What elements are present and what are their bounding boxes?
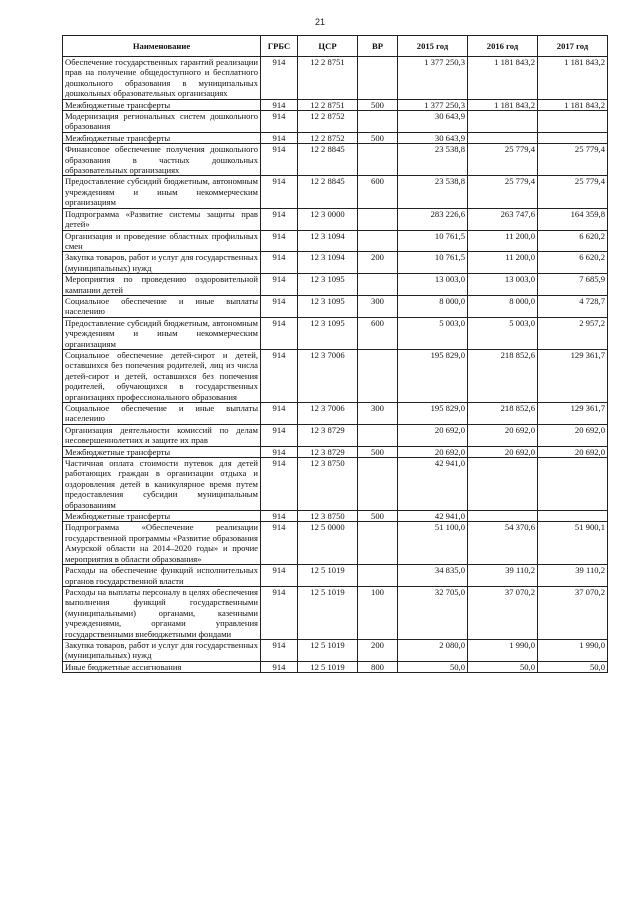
row-csr: 12 3 1095: [298, 295, 358, 317]
row-amount-2017: 25 779,4: [538, 176, 608, 208]
row-amount-2016: 1 181 843,2: [468, 57, 538, 100]
row-name: Предоставление субсидий бюджетным, автономным учреждениям и иным некоммерческим организациям: [63, 317, 261, 349]
row-amount-2016: 1 990,0: [468, 639, 538, 661]
row-grbs: 914: [261, 661, 298, 672]
row-grbs: 914: [261, 176, 298, 208]
row-name: Предоставление субсидий бюджетным, автономным учреждениям и иным некоммерческим организациям: [63, 176, 261, 208]
row-amount-2017: 39 110,2: [538, 565, 608, 587]
row-amount-2015: 42 941,0: [398, 458, 468, 511]
table-row: [63, 111, 608, 133]
row-amount-2016: 218 852,6: [468, 349, 538, 402]
row-amount-2017: 20 692,0: [538, 424, 608, 446]
row-name: Модернизация региональных систем дошкольного образования: [63, 111, 261, 133]
row-amount-2017: 1 990,0: [538, 639, 608, 661]
row-grbs: 914: [261, 317, 298, 349]
row-amount-2016: 39 110,2: [468, 565, 538, 587]
row-amount-2017: 4 728,7: [538, 295, 608, 317]
row-csr: 12 2 8845: [298, 144, 358, 176]
row-csr: 12 2 8752: [298, 111, 358, 133]
row-amount-2015: 195 829,0: [398, 403, 468, 425]
row-name: Частичная оплата стоимости путевок для детей работающих граждан в организации отдыха и оздоровления детей в каникулярное время путем предоставления субсидии муниципальным образованиям: [63, 458, 261, 511]
table-row: [63, 424, 608, 446]
row-csr: 12 3 0000: [298, 208, 358, 230]
header-csr: ЦСР: [298, 36, 358, 57]
table-row: [63, 57, 608, 100]
row-amount-2015: 10 761,5: [398, 230, 468, 252]
table-row: [63, 349, 608, 402]
row-vr: 200: [358, 252, 398, 274]
row-amount-2016: [468, 132, 538, 143]
row-csr: 12 3 7006: [298, 403, 358, 425]
row-amount-2017: 37 070,2: [538, 586, 608, 639]
table-row: [63, 565, 608, 587]
row-grbs: 914: [261, 57, 298, 100]
row-name: Подпрограмма «Обеспечение реализации государственной программы «Развитие образования Амурской области на 2014–2020 годы» и прочие мероприятия в области образования»: [63, 522, 261, 565]
row-grbs: 914: [261, 111, 298, 133]
row-amount-2015: 13 003,0: [398, 274, 468, 296]
row-amount-2017: [538, 458, 608, 511]
row-csr: 12 3 8750: [298, 458, 358, 511]
row-amount-2016: [468, 511, 538, 522]
table-row: [63, 403, 608, 425]
row-grbs: 914: [261, 349, 298, 402]
row-grbs: 914: [261, 424, 298, 446]
row-name: Межбюджетные трансферты: [63, 99, 261, 110]
row-grbs: 914: [261, 132, 298, 143]
row-amount-2015: 20 692,0: [398, 424, 468, 446]
row-amount-2016: 1 181 843,2: [468, 99, 538, 110]
row-vr: [358, 144, 398, 176]
table-row: [63, 176, 608, 208]
row-amount-2016: 263 747,6: [468, 208, 538, 230]
row-vr: 800: [358, 661, 398, 672]
row-csr: 12 3 8750: [298, 511, 358, 522]
row-vr: 500: [358, 511, 398, 522]
row-grbs: 914: [261, 403, 298, 425]
table-row: [63, 446, 608, 457]
row-amount-2015: 8 000,0: [398, 295, 468, 317]
table-row: [63, 132, 608, 143]
row-amount-2015: 1 377 250,3: [398, 57, 468, 100]
row-amount-2015: 1 377 250,3: [398, 99, 468, 110]
header-vr: ВР: [358, 36, 398, 57]
row-amount-2016: 50,0: [468, 661, 538, 672]
row-amount-2017: 1 181 843,2: [538, 99, 608, 110]
header-2016: 2016 год: [468, 36, 538, 57]
row-vr: 500: [358, 446, 398, 457]
row-name: Организация деятельности комиссий по делам несовершеннолетних и защите их прав: [63, 424, 261, 446]
table-header: [63, 36, 608, 57]
row-csr: 12 5 1019: [298, 639, 358, 661]
row-grbs: 914: [261, 274, 298, 296]
row-name: Мероприятия по проведению оздоровительной кампании детей: [63, 274, 261, 296]
row-grbs: 914: [261, 565, 298, 587]
row-amount-2016: 54 370,6: [468, 522, 538, 565]
row-csr: 12 3 7006: [298, 349, 358, 402]
row-amount-2016: 20 692,0: [468, 446, 538, 457]
row-csr: 12 3 1094: [298, 252, 358, 274]
table-row: [63, 208, 608, 230]
row-vr: [358, 274, 398, 296]
row-amount-2015: 283 226,6: [398, 208, 468, 230]
row-name: Межбюджетные трансферты: [63, 132, 261, 143]
row-amount-2016: 11 200,0: [468, 252, 538, 274]
header-2017: 2017 год: [538, 36, 608, 57]
row-vr: 500: [358, 99, 398, 110]
row-amount-2015: 5 003,0: [398, 317, 468, 349]
row-vr: 300: [358, 295, 398, 317]
row-grbs: 914: [261, 208, 298, 230]
row-name: Иные бюджетные ассигнования: [63, 661, 261, 672]
row-amount-2017: 129 361,7: [538, 403, 608, 425]
row-amount-2016: [468, 458, 538, 511]
row-name: Закупка товаров, работ и услуг для государственных (муниципальных) нужд: [63, 252, 261, 274]
row-amount-2015: 30 643,9: [398, 132, 468, 143]
row-amount-2017: 6 620,2: [538, 252, 608, 274]
row-amount-2016: 11 200,0: [468, 230, 538, 252]
row-amount-2017: 129 361,7: [538, 349, 608, 402]
row-amount-2016: 25 779,4: [468, 144, 538, 176]
budget-table: [62, 35, 608, 673]
row-csr: 12 2 8751: [298, 57, 358, 100]
row-vr: 600: [358, 317, 398, 349]
row-vr: [358, 565, 398, 587]
row-amount-2015: 195 829,0: [398, 349, 468, 402]
table-row: [63, 522, 608, 565]
row-name: Расходы на выплаты персоналу в целях обеспечения выполнения функций государственными (муниципальными) органами, казенными учреждениями, органами управления государственными внебюджетными фондами: [63, 586, 261, 639]
row-vr: 600: [358, 176, 398, 208]
row-csr: 12 2 8845: [298, 176, 358, 208]
row-csr: 12 5 1019: [298, 586, 358, 639]
table-row: [63, 295, 608, 317]
row-grbs: 914: [261, 446, 298, 457]
table-row: [63, 586, 608, 639]
row-amount-2015: 23 538,8: [398, 176, 468, 208]
row-amount-2015: 51 100,0: [398, 522, 468, 565]
row-vr: 500: [358, 132, 398, 143]
table-row: [63, 274, 608, 296]
row-amount-2016: [468, 111, 538, 133]
row-csr: 12 5 1019: [298, 565, 358, 587]
header-2015: 2015 год: [398, 36, 468, 57]
header-grbs: ГРБС: [261, 36, 298, 57]
row-amount-2017: [538, 132, 608, 143]
table-row: [63, 317, 608, 349]
row-vr: [358, 57, 398, 100]
row-vr: [358, 458, 398, 511]
row-amount-2016: 25 779,4: [468, 176, 538, 208]
row-vr: [358, 111, 398, 133]
row-amount-2015: 10 761,5: [398, 252, 468, 274]
row-name: Закупка товаров, работ и услуг для государственных (муниципальных) нужд: [63, 639, 261, 661]
row-amount-2015: 50,0: [398, 661, 468, 672]
row-csr: 12 3 1094: [298, 230, 358, 252]
row-csr: 12 2 8752: [298, 132, 358, 143]
header-name: Наименование: [63, 36, 261, 57]
row-name: Социальное обеспечение детей-сирот и детей, оставшихся без попечения родителей, лиц из числа детей-сирот и детей, оставшихся без попечения родителей, обучающихся в государственных организациях профессионального образования: [63, 349, 261, 402]
row-name: Подпрограмма «Развитие системы защиты прав детей»: [63, 208, 261, 230]
row-amount-2017: 6 620,2: [538, 230, 608, 252]
row-csr: 12 3 1095: [298, 317, 358, 349]
row-amount-2017: 164 359,8: [538, 208, 608, 230]
page-number: 21: [314, 17, 325, 27]
row-vr: [358, 230, 398, 252]
row-amount-2016: 20 692,0: [468, 424, 538, 446]
table-body: [63, 57, 608, 673]
row-csr: 12 5 1019: [298, 661, 358, 672]
row-name: Межбюджетные трансферты: [63, 511, 261, 522]
row-vr: [358, 349, 398, 402]
row-csr: 12 3 8729: [298, 424, 358, 446]
row-amount-2017: [538, 511, 608, 522]
row-amount-2015: 34 835,0: [398, 565, 468, 587]
row-vr: 200: [358, 639, 398, 661]
row-grbs: 914: [261, 252, 298, 274]
row-amount-2017: 20 692,0: [538, 446, 608, 457]
row-vr: [358, 424, 398, 446]
row-vr: 100: [358, 586, 398, 639]
table-row: [63, 661, 608, 672]
row-grbs: 914: [261, 639, 298, 661]
row-amount-2017: 2 957,2: [538, 317, 608, 349]
table-row: [63, 230, 608, 252]
row-grbs: 914: [261, 586, 298, 639]
row-amount-2016: 8 000,0: [468, 295, 538, 317]
row-vr: [358, 208, 398, 230]
row-amount-2017: 7 685,9: [538, 274, 608, 296]
row-name: Межбюджетные трансферты: [63, 446, 261, 457]
row-amount-2017: 50,0: [538, 661, 608, 672]
table-row: [63, 99, 608, 110]
row-amount-2016: 13 003,0: [468, 274, 538, 296]
row-amount-2015: 2 080,0: [398, 639, 468, 661]
row-amount-2015: 20 692,0: [398, 446, 468, 457]
row-name: Социальное обеспечение и иные выплаты населению: [63, 295, 261, 317]
row-name: Социальное обеспечение и иные выплаты населению: [63, 403, 261, 425]
row-grbs: 914: [261, 230, 298, 252]
row-name: Финансовое обеспечение получения дошкольного образования в частных дошкольных образовательных организациях: [63, 144, 261, 176]
table-row: [63, 511, 608, 522]
row-vr: 300: [358, 403, 398, 425]
row-amount-2015: 42 941,0: [398, 511, 468, 522]
row-name: Обеспечение государственных гарантий реализации прав на получение общедоступного и бесплатного дошкольного образования в муниципальных дошкольных образовательных организациях: [63, 57, 261, 100]
row-amount-2015: 32 705,0: [398, 586, 468, 639]
row-csr: 12 5 0000: [298, 522, 358, 565]
row-amount-2017: [538, 111, 608, 133]
row-csr: 12 2 8751: [298, 99, 358, 110]
row-amount-2015: 30 643,9: [398, 111, 468, 133]
row-amount-2016: 37 070,2: [468, 586, 538, 639]
table-row: [63, 639, 608, 661]
row-grbs: 914: [261, 458, 298, 511]
row-grbs: 914: [261, 144, 298, 176]
row-csr: 12 3 1095: [298, 274, 358, 296]
row-grbs: 914: [261, 522, 298, 565]
row-grbs: 914: [261, 511, 298, 522]
row-name: Расходы на обеспечение функций исполнительных органов государственной власти: [63, 565, 261, 587]
row-amount-2017: 25 779,4: [538, 144, 608, 176]
row-grbs: 914: [261, 99, 298, 110]
header-row: [63, 36, 608, 57]
row-name: Организация и проведение областных профильных смен: [63, 230, 261, 252]
table-row: [63, 252, 608, 274]
row-amount-2016: 5 003,0: [468, 317, 538, 349]
row-amount-2017: 51 900,1: [538, 522, 608, 565]
row-vr: [358, 522, 398, 565]
table-row: [63, 144, 608, 176]
row-amount-2015: 23 538,8: [398, 144, 468, 176]
row-amount-2016: 218 852,6: [468, 403, 538, 425]
table-row: [63, 458, 608, 511]
row-amount-2017: 1 181 843,2: [538, 57, 608, 100]
row-grbs: 914: [261, 295, 298, 317]
row-csr: 12 3 8729: [298, 446, 358, 457]
